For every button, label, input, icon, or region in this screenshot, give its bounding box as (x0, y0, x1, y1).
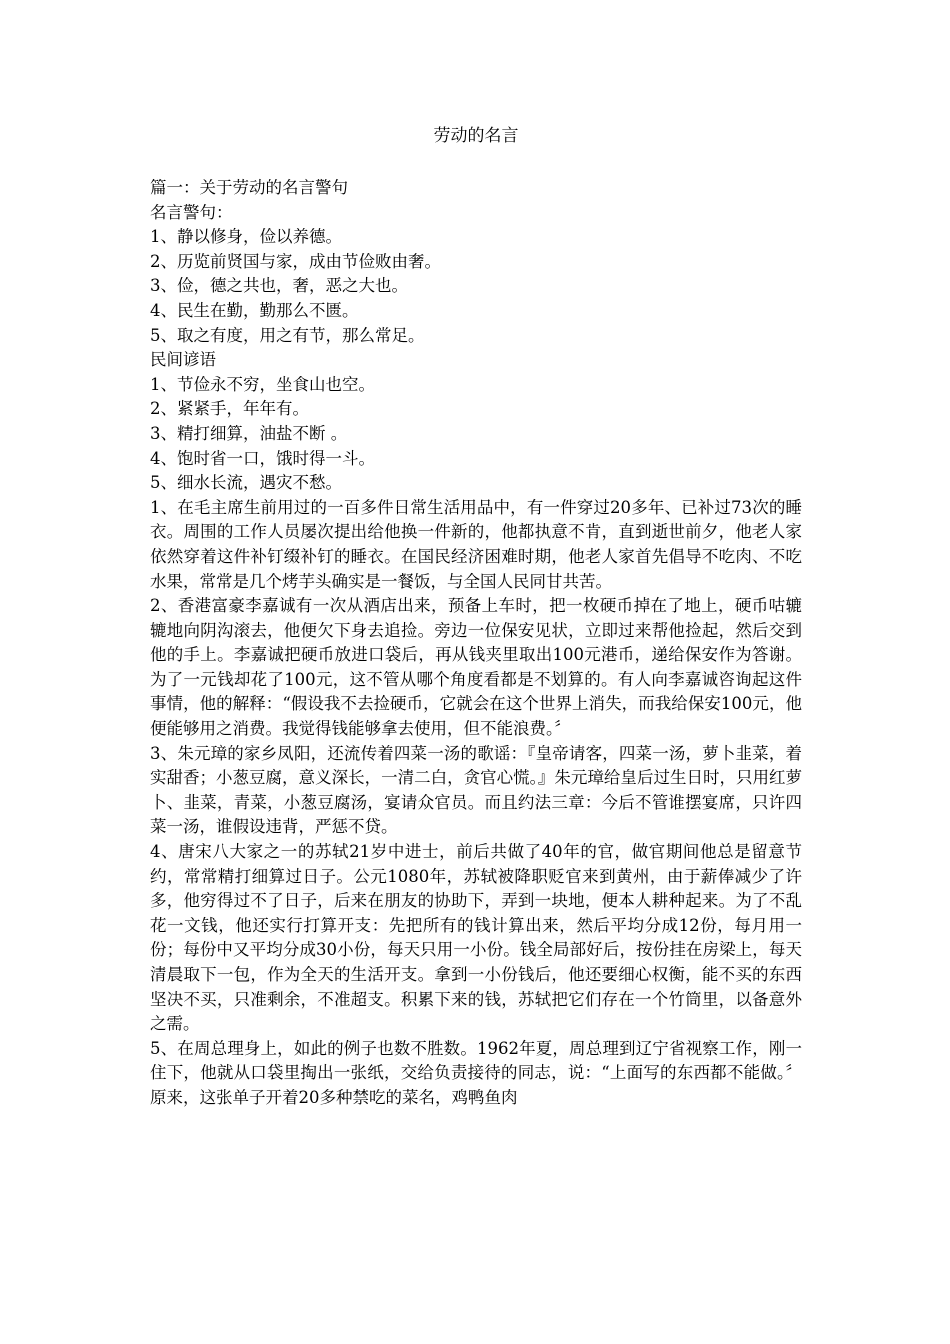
proverb-item: 4、饱时省一口，饿时得一斗。 (150, 448, 375, 468)
quote-item: 4、民生在勤，勤那么不匮。 (150, 300, 359, 320)
story-paragraph: 5、在周总理身上，如此的例子也数不胜数。1962年夏，周总理到辽宁省视察工作，刚一住下，他就从口袋里掏出一张纸，交给负责接待的同志，说：“上面写的东西都不能做。〞原来，这张单子开着20多种禁吃的菜名，鸡鸭鱼肉 (150, 1038, 802, 1107)
quote-item: 5、取之有度，用之有节，那么常足。 (150, 325, 425, 345)
document-page (150, 122, 802, 1111)
quote-item: 2、历览前贤国与家，成由节俭败由奢。 (150, 251, 441, 271)
quotes-heading: 名言警句： (150, 202, 233, 222)
proverbs-heading: 民间谚语 (150, 350, 216, 370)
quote-item: 3、俭，德之共也，奢，恶之大也。 (150, 276, 408, 296)
proverb-item: 5、细水长流，遇灾不愁。 (150, 473, 342, 493)
proverb-item: 3、精打细算，油盐不断 。 (150, 423, 348, 443)
document-title: 劳动的名言 (433, 126, 519, 146)
story-paragraph: 2、香港富豪李嘉诚有一次从酒店出来，预备上车时，把一枚硬币掉在了地上，硬币咕辘辘地向阴沟滚去，他便欠下身去追捡。旁边一位保安见状，立即过来帮他捡起，然后交到他的手上。李嘉诚把硬币放进口袋后，再从钱夹里取出100元港币，递给保安作为答谢。 为了一元钱却花了100元，这不管从哪个角度看都是不划算的。有人向李嘉诚咨询起这件事情，他的解释：“假设我不去捡硬币，它就会在这个世界上消失，而我给保安100元，他便能够用之消费。我觉得钱能够拿去使用，但不能浪费。〞 (150, 596, 802, 739)
proverb-item: 2、紧紧手，年年有。 (150, 399, 309, 419)
proverb-item: 1、节俭永不穷，坐食山也空。 (150, 374, 375, 394)
story-paragraph: 4、唐宋八大家之一的苏轼21岁中进士，前后共做了40年的官，做官期间他总是留意节约，常常精打细算过日子。公元1080年，苏轼被降职贬官来到黄州，由于薪俸减少了许多，他穷得过不了日子，后来在朋友的协助下，弄到一块地，便本人耕种起来。为了不乱花一文钱，他还实行打算开支：先把所有的钱计算出来，然后平均分成12份，每月用一份；每份中又平均分成30小份，每天只用一小份。钱全局部好后，按份挂在房梁上，每天清晨取下一包，作为全天的生活开支。拿到一小份钱后，他还要细心权衡，能不买的东西坚决不买，只准剩余，不准超支。积累下来的钱，苏轼把它们存在一个竹筒里，以备意外之需。 (150, 842, 802, 1034)
story-paragraph: 3、朱元璋的家乡凤阳，还流传着四菜一汤的歌谣：『皇帝请客，四菜一汤，萝卜韭菜，着实甜香；小葱豆腐，意义深长，一清二白，贪官心慌。』朱元璋给皇后过生日时，只用红萝卜、韭菜，青菜，小葱豆腐汤，宴请众官员。而且约法三章：今后不管谁摆宴席，只许四菜一汤，谁假设违背，严惩不贷。 (150, 743, 802, 837)
quote-item: 1、静以修身，俭以养德。 (150, 227, 342, 247)
section-heading: 篇一：关于劳动的名言警句 (150, 178, 348, 197)
story-paragraph: 1、在毛主席生前用过的一百多件日常生活用品中，有一件穿过20多年、已补过73次的睡衣。周围的工作人员屡次提出给他换一件新的，他都执意不肯，直到逝世前夕，他老人家依然穿着这件补钉缀补钉的睡衣。在国民经济困难时期，他老人家首先倡导不吃肉、不吃水果，常常是几个烤芋头确实是一餐饭，与全国人民同甘共苦。 (150, 497, 802, 591)
